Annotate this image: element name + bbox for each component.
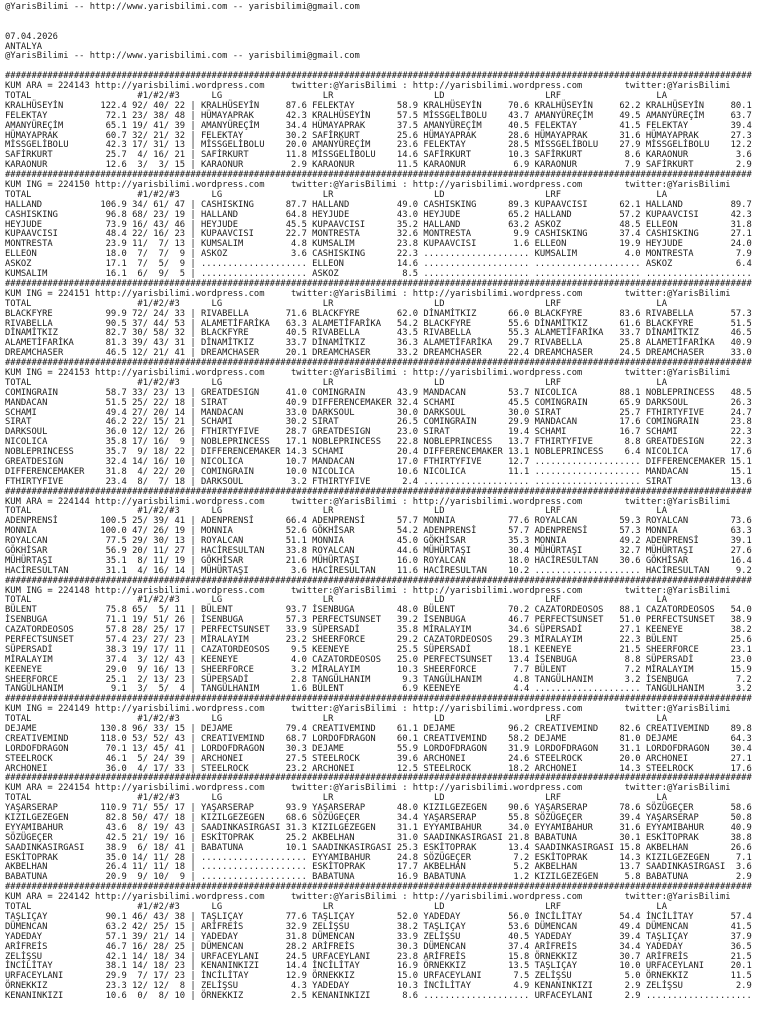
race-row: ADENPRENSİ 100.5 25/ 39/ 41 | ADENPRENSİ 66.4 ADENPRENSİ 57.7 MONNIA 77.6 ROYALCAN 59.3 ROYALCAN 73.6 [5, 516, 752, 527]
column-header: TOTAL #1/#2/#3 LG LR LD LRF LA [5, 902, 668, 913]
race-row: KRALHÜSEYİN 122.4 92/ 40/ 22 | KRALHÜSEYİN 87.6 FELEKTAY 58.9 KRALHÜSEYİN 70.6 KRALHÜSEYİN 62.2 KRALHÜSEYİN 80.1 [5, 100, 752, 111]
race-row: URFACEYLANI 29.9 7/ 17/ 23 | İNCİLİTAY 12.9 ÖRNEKKIZ 15.0 URFACEYLANI 7.5 ZELİŞSU 5.0 ÖRNEKKIZ 11.5 [5, 971, 752, 982]
race-block [5, 488, 771, 577]
race-row: YADEDAY 57.1 39/ 21/ 14 | YADEDAY 31.8 DÜMENCAN 33.9 ZELİŞSU 40.5 YADEDAY 39.4 TAŞLIÇAY 37.9 [5, 931, 752, 942]
race-row: PERFECTSUNSET 57.4 23/ 27/ 23 | MİRALAYIM 23.2 SHEERFORCE 29.2 CAZATORDEOSOS 29.3 MİRALAYIM 22.3 BÜLENT 25.6 [5, 635, 752, 645]
race-row: LORDOFDRAGON 70.1 13/ 45/ 41 | LORDOFDRAGON 30.3 DEJAME 55.9 LORDOFDRAGON 31.9 LORDOFDRAGON 31.1 LORDOFDRAGON 30.4 [5, 743, 752, 754]
race-row: COMINGRAIN 58.7 33/ 23/ 13 | GREATDESIGN 41.0 COMINGRAIN 43.9 MANDACAN 53.7 NICOLICA 88.1 NOBLEPRINCESS 48.5 [5, 387, 752, 398]
race-row: ARCHONEI 36.0 4/ 17/ 33 | STEELROCK 23.2 ARCHONEI 12.5 STEELROCK 18.2 ARCHONEI 14.3 STEELROCK 17.6 [5, 763, 752, 774]
column-header: TOTAL #1/#2/#3 LG LR LD LRF LA [5, 298, 668, 309]
race-row: ARİFREİS 46.7 16/ 28/ 25 | DÜMENCAN 28.2 ARİFREİS 30.3 DÜMENCAN 37.4 ARİFREİS 34.4 YADEDAY 36.5 [5, 941, 752, 952]
race-block [5, 171, 771, 280]
race-row: MÜHÜRTAŞI 35.1 8/ 11/ 19 | GÖKHİSAR 21.6 MÜHÜRTAŞI 16.0 ROYALCAN 18.0 HACİRESULTAN 30.6 GÖKHİSAR 16.4 [5, 555, 752, 566]
race-row: KIZILGEZEGEN 82.8 50/ 47/ 18 | KIZILGEZEGEN 68.6 SÖZÜGEÇER 34.4 YAŞARSERAP 55.8 SÖZÜGEÇER 39.4 YAŞARSERAP 50.8 [5, 813, 752, 824]
race-header: KUM ING = 224148 http://yarisbilimi.wordpress.com twitter:@YarisBilimi : http://yarisbilimi.wordpress.com twitter:@YarisBilimi [5, 585, 731, 596]
race-row: AKBELHAN 26.4 11/ 11/ 18 | .................... ESKİTOPRAK 17.7 AKBELHAN 5.2 AKBELHAN 13.7 SAADINKASIRGASI 3.6 [5, 862, 752, 873]
race-row: ÖRNEKKIZ 23.3 12/ 12/ 8 | ZELİŞSU 4.3 YADEDAY 10.3 İNCİLİTAY 4.9 KENANINKIZI 2.9 ZELİŞSU 2.9 [5, 981, 752, 992]
city-line: ANTALYA [5, 41, 43, 52]
column-header: TOTAL #1/#2/#3 LG LR LD LRF LA [5, 714, 668, 725]
race-row: HALLAND 106.9 34/ 61/ 47 | CASHISKING 87.7 HALLAND 49.0 CASHISKING 89.3 KUPAAVCISI 62.1 HALLAND 89.7 [5, 199, 752, 210]
race-row: NOBLEPRINCESS 35.7 9/ 18/ 22 | DIFFERENCEMAKER 14.3 SCHAMI 20.4 DIFFERENCEMAKER 13.1 NOBLEPRINCESS 6.4 NICOLICA 17.6 [5, 447, 752, 458]
race-row: HEYJUDE 73.9 16/ 43/ 46 | HEYJUDE 45.5 KUPAAVCISI 35.2 HALLAND 63.2 ASKOZ 48.5 ELLEON 31.8 [5, 219, 752, 230]
race-row: DREAMCHASER 46.5 12/ 21/ 41 | DREAMCHASER 20.1 DREAMCHASER 33.2 DREAMCHASER 22.4 DREAMCHASER 24.5 DREAMCHASER 33.0 [5, 348, 752, 359]
blank-line [5, 13, 771, 23]
race-row: HÜMAYAPRAK 60.7 32/ 21/ 32 | FELEKTAY 30.2 SAFİRKURT 25.6 HÜMAYAPRAK 28.6 HÜMAYAPRAK 31.6 HÜMAYAPRAK 27.3 [5, 130, 752, 141]
race-row: SIRAT 46.2 22/ 15/ 21 | SCHAMI 30.2 SIRAT 26.5 COMINGRAIN 29.9 MANDACAN 17.6 COMINGRAIN 23.8 [5, 417, 752, 428]
race-row: MONNIA 100.0 47/ 26/ 19 | MONNIA 52.6 GÖKHİSAR 54.2 ADENPRENSİ 57.7 ADENPRENSİ 57.3 MONNIA 63.3 [5, 526, 752, 537]
race-block [5, 695, 771, 774]
race-row: İNCİLİTAY 38.1 14/ 18/ 23 | KENANINKIZI 14.4 İNCİLİTAY 16.9 ÖRNEKKIZ 13.5 TAŞLIÇAY 10.0 URFACEYLANI 20.1 [5, 961, 752, 972]
race-row: BABATUNA 20.9 9/ 10/ 9 | .................... BABATUNA 16.9 BABATUNA 1.2 KIZILGEZEGEN 5.8 BABATUNA 2.9 [5, 872, 752, 883]
race-row: SHEERFORCE 25.1 2/ 13/ 23 | SÜPERSADİ 2.8 TANGÜLHANIM 9.3 TANGÜLHANIM 4.8 TANGÜLHANIM 3.2 İSENBUGA 7.2 [5, 674, 752, 685]
race-row: MİSSGELİBOLU 42.3 17/ 31/ 13 | MİSSGELİBOLU 20.0 AMANYÜREÇİM 23.6 FELEKTAY 28.5 MİSSGELİBOLU 27.9 MİSSGELİBOLU 12.2 [5, 140, 752, 151]
race-row: KEENEYE 29.0 9/ 16/ 13 | SHEERFORCE 3.2 MİRALAYIM 10.3 SHEERFORCE 7.7 BÜLENT 7.2 MİRALAYIM 15.9 [5, 664, 752, 675]
race-row: SÖZÜGEÇER 42.5 21/ 19/ 16 | ESKİTOPRAK 25.2 AKBELHAN 31.0 SAADINKASIRGASI 21.8 BABATUNA 30.1 ESKİTOPRAK 38.8 [5, 832, 752, 843]
blank-line [5, 23, 771, 33]
race-block [5, 359, 771, 488]
race-row: KUMSALIM 16.1 6/ 9/ 5 | .................... ASKOZ 8.5 .................... .................... .................... [5, 269, 752, 280]
race-row: MANDACAN 51.5 25/ 22/ 18 | SIRAT 40.9 DIFFERENCEMAKER 32.4 SCHAMI 45.5 COMINGRAIN 65.9 DARKSOUL 26.3 [5, 397, 752, 408]
race-header: KUM ING = 224151 http://yarisbilimi.wordpress.com twitter:@YarisBilimi : http://yarisbilimi.wordpress.com twitter:@YarisBilimi [5, 288, 731, 299]
race-header: KUM ARA = 224154 http://yarisbilimi.wordpress.com twitter:@YarisBilimi : http://yarisbilimi.wordpress.com twitter:@YarisBilimi [5, 783, 731, 794]
section-separator: ############################################################################################################################################# [5, 575, 752, 586]
race-row: TAŞLIÇAY 90.1 46/ 43/ 38 | TAŞLIÇAY 77.6 TAŞLIÇAY 52.0 YADEDAY 56.0 İNCİLİTAY 54.4 İNCİLİTAY 57.4 [5, 911, 752, 922]
race-row: RIVABELLA 90.5 37/ 44/ 53 | ALAMETİFARİKA 63.3 ALAMETİFARİKA 54.2 BLACKFYRE 55.6 DİNAMİTKIZ 61.6 BLACKFYRE 51.5 [5, 318, 752, 329]
race-row: GREATDESIGN 32.4 14/ 16/ 10 | NICOLICA 10.7 MANDACAN 17.0 FTHIRTYFIVE 12.7 .................... DIFFERENCEMAKER 15.1 [5, 456, 752, 467]
race-row: ALAMETİFARİKA 81.3 39/ 43/ 31 | DİNAMİTKIZ 33.7 DİNAMİTKIZ 36.3 ALAMETİFARİKA 29.7 RIVABELLA 25.8 ALAMETİFARİKA 40.9 [5, 338, 752, 349]
column-header: TOTAL #1/#2/#3 LG LR LD LRF LA [5, 189, 668, 200]
race-header: KUM ING = 224153 http://yarisbilimi.wordpress.com twitter:@YarisBilimi : http://yarisbilimi.wordpress.com twitter:@YarisBilimi [5, 367, 731, 378]
column-header: TOTAL #1/#2/#3 LG LR LD LRF LA [5, 506, 668, 517]
race-row: CREATIVEMIND 118.0 53/ 52/ 43 | CREATIVEMIND 68.7 LORDOFDRAGON 60.1 CREATIVEMIND 58.2 DEJAME 81.0 DEJAME 64.3 [5, 733, 752, 744]
race-row: KENANINKIZI 10.6 0/ 8/ 10 | ÖRNEKKIZ 2.5 KENANINKIZI 8.6 .................... URFACEYLANI 2.9 .................... [5, 991, 752, 1002]
race-row: SÜPERSADİ 38.3 19/ 17/ 11 | CAZATORDEOSOS 9.5 KEENEYE 25.5 SÜPERSADİ 18.1 KEENEYE 21.5 SHEERFORCE 23.1 [5, 644, 752, 655]
race-row: ROYALCAN 77.5 29/ 30/ 13 | ROYALCAN 51.1 MONNIA 45.0 GÖKHİSAR 35.3 MONNIA 49.2 ADENPRENSİ 39.1 [5, 536, 752, 547]
race-row: STEELROCK 46.1 5/ 24/ 39 | ARCHONEI 27.5 STEELROCK 39.6 ARCHONEI 24.6 STEELROCK 20.0 ARCHONEI 27.1 [5, 753, 752, 764]
race-row: FELEKTAY 72.1 23/ 38/ 48 | HÜMAYAPRAK 42.3 KRALHÜSEYİN 57.5 MİSSGELİBOLU 43.7 AMANYÜREÇİM 49.5 AMANYÜREÇİM 63.7 [5, 110, 752, 121]
race-row: DIFFERENCEMAKER 31.8 4/ 22/ 20 | COMINGRAIN 10.0 NICOLICA 10.6 NICOLICA 11.1 .................... MANDACAN 15.1 [5, 466, 752, 477]
contact-line: @YarisBilimi -- http://www.yarisbilimi.com -- yarisbilimi@gmail.com [5, 2, 360, 12]
race-row: TANGÜLHANIM 9.1 3/ 5/ 4 | TANGÜLHANIM 1.6 BÜLENT 6.9 KEENEYE 4.4 .................... TANGÜLHANIM 3.2 [5, 684, 752, 695]
race-block [5, 577, 771, 696]
race-row: FTHIRTYFIVE 23.4 8/ 7/ 18 | DARKSOUL 3.2 FTHIRTYFIVE 2.4 .................... .................... SIRAT 13.6 [5, 476, 752, 487]
race-row: KARAONUR 12.6 3/ 3/ 15 | KARAONUR 2.9 KARAONUR 11.5 KARAONUR 6.9 KARAONUR 7.9 SAFİRKURT 2.9 [5, 160, 752, 171]
column-header: TOTAL #1/#2/#3 LG LR LD LRF LA [5, 91, 668, 102]
race-row: KUPAAVCISI 48.4 22/ 16/ 23 | KUPAAVCISI 22.7 MONTRESTA 32.6 MONTRESTA 9.9 CASHISKING 37.4 CASHISKING 27.1 [5, 229, 752, 240]
race-row: İSENBUGA 71.1 19/ 51/ 26 | İSENBUGA 57.3 PERFECTSUNSET 39.2 İSENBUGA 46.7 PERFECTSUNSET 51.0 PERFECTSUNSET 38.9 [5, 615, 752, 626]
race-row: DEJAME 130.8 96/ 33/ 15 | DEJAME 79.4 CREATIVEMIND 61.1 DEJAME 96.2 CREATIVEMIND 82.6 CREATIVEMIND 89.8 [5, 724, 752, 735]
race-row: SAADINKASIRGASI 38.9 6/ 18/ 41 | BABATUNA 10.1 SAADINKASIRGASI 25.3 ESKİTOPRAK 13.4 SAADINKASIRGASI 15.8 AKBELHAN 26.6 [5, 842, 752, 853]
race-row: SCHAMI 49.4 27/ 20/ 14 | MANDACAN 33.0 DARKSOUL 30.0 DARKSOUL 30.0 SIRAT 25.7 FTHIRTYFIVE 24.7 [5, 407, 752, 418]
date-line: 07.04.2026 [5, 31, 58, 42]
contact-line-2: @YarisBilimi -- http://www.yarisbilimi.com -- yarisbilimi@gmail.com [5, 51, 360, 62]
race-block [5, 883, 771, 1002]
section-separator: ############################################################################################################################################# [5, 170, 752, 181]
column-header: TOTAL #1/#2/#3 LG LR LD LRF LA [5, 377, 668, 388]
race-row: MONTRESTA 23.9 11/ 7/ 13 | KUMSALIM 4.8 KUMSALIM 23.8 KUPAAVCISI 1.6 ELLEON 19.9 HEYJUDE 24.0 [5, 239, 752, 250]
race-row: CASHISKING 96.8 68/ 23/ 19 | HALLAND 64.8 HEYJUDE 43.0 HEYJUDE 65.2 HALLAND 57.2 KUPAAVCISI 42.3 [5, 209, 752, 220]
page-header [5, 3, 771, 72]
race-row: SAFİRKURT 25.7 4/ 16/ 21 | SAFİRKURT 11.8 MİSSGELİBOLU 14.6 SAFİRKURT 10.3 SAFİRKURT 8.6 KARAONUR 3.6 [5, 150, 752, 161]
column-header: TOTAL #1/#2/#3 LG LR LD LRF LA [5, 793, 668, 804]
section-separator: ############################################################################################################################################# [5, 694, 752, 705]
race-row: DÜMENCAN 63.2 42/ 25/ 15 | ARİFREİS 32.9 ZELİŞSU 38.2 TAŞLIÇAY 53.6 DÜMENCAN 49.4 DÜMENCAN 41.5 [5, 921, 752, 932]
race-row: MİRALAYIM 37.4 3/ 12/ 43 | KEENEYE 4.0 CAZATORDEOSOS 25.0 PERFECTSUNSET 13.4 İSENBUGA 8.8 SÜPERSADİ 23.0 [5, 654, 752, 665]
race-row: HACİRESULTAN 31.1 4/ 16/ 14 | MÜHÜRTAŞI 3.6 HACİRESULTAN 11.6 HACİRESULTAN 10.2 .................... HACİRESULTAN 9.2 [5, 565, 752, 576]
column-header: TOTAL #1/#2/#3 LG LR LD LRF LA [5, 595, 668, 606]
race-row: EYYAMIBAHUR 43.6 8/ 19/ 43 | SAADINKASIRGASI 31.3 KIZILGEZEGEN 31.1 EYYAMIBAHUR 34.0 EYYAMIBAHUR 31.6 EYYAMIBAHUR 40.9 [5, 822, 752, 833]
race-block [5, 280, 771, 359]
section-separator: ############################################################################################################################################# [5, 71, 752, 82]
race-header: KUM ING = 224150 http://yarisbilimi.wordpress.com twitter:@YarisBilimi : http://yarisbilimi.wordpress.com twitter:@YarisBilimi [5, 180, 731, 191]
race-row: ESKİTOPRAK 35.0 14/ 11/ 28 | .................... EYYAMIBAHUR 24.8 SÖZÜGEÇER 7.2 ESKİTOPRAK 14.3 KIZILGEZEGEN 7.1 [5, 852, 752, 863]
section-separator: ############################################################################################################################################# [5, 278, 752, 289]
section-separator: ############################################################################################################################################# [5, 773, 752, 784]
race-row: GÖKHİSAR 56.9 20/ 11/ 27 | HACİRESULTAN 33.8 ROYALCAN 44.6 MÜHÜRTAŞI 30.4 MÜHÜRTAŞI 32.7 MÜHÜRTAŞI 27.6 [5, 545, 752, 556]
section-separator: ############################################################################################################################################# [5, 486, 752, 497]
race-header: KUM ARA = 224143 http://yarisbilimi.wordpress.com twitter:@YarisBilimi : http://yarisbilimi.wordpress.com twitter:@YarisBilimi [5, 81, 731, 92]
race-row: BLACKFYRE 99.9 72/ 24/ 33 | RIVABELLA 71.6 BLACKFYRE 62.0 DİNAMİTKIZ 66.0 BLACKFYRE 83.6 RIVABELLA 57.3 [5, 308, 752, 319]
race-header: KUM ARA = 224144 http://yarisbilimi.wordpress.com twitter:@YarisBilimi : http://yarisbilimi.wordpress.com twitter:@YarisBilimi [5, 496, 731, 507]
race-row: DARKSOUL 36.0 12/ 12/ 26 | FTHIRTYFIVE 28.7 GREATDESIGN 23.0 SIRAT 19.4 SCHAMI 16.7 SCHAMI 22.3 [5, 427, 752, 438]
section-separator: ############################################################################################################################################# [5, 358, 752, 369]
race-row: ELLEON 18.0 7/ 7/ 9 | ASKOZ 3.6 CASHISKING 22.3 .................... KUMSALIM 4.0 MONTRESTA 7.9 [5, 249, 752, 260]
race-row: AMANYÜREÇİM 65.1 19/ 41/ 39 | AMANYÜREÇİM 34.4 HÜMAYAPRAK 37.5 AMANYÜREÇİM 40.5 FELEKTAY 41.5 FELEKTAY 39.4 [5, 120, 752, 131]
race-blocks [5, 72, 771, 1002]
race-row: CAZATORDEOSOS 57.8 28/ 25/ 17 | PERFECTSUNSET 33.9 SÜPERSADİ 35.8 MİRALAYIM 34.6 SÜPERSADİ 27.1 KEENEYE 38.2 [5, 625, 752, 636]
race-row: NICOLICA 35.8 17/ 16/ 9 | NOBLEPRINCESS 17.1 NOBLEPRINCESS 22.8 NOBLEPRINCESS 13.7 FTHIRTYFIVE 8.8 GREATDESIGN 22.3 [5, 437, 752, 448]
race-row: ASKOZ 17.1 7/ 5/ 9 | .................... ELLEON 14.6 .................... .................... ASKOZ 6.4 [5, 259, 752, 270]
section-separator: ############################################################################################################################################# [5, 882, 752, 893]
race-row: YAŞARSERAP 110.9 71/ 55/ 17 | YAŞARSERAP 93.9 YAŞARSERAP 48.0 KIZILGEZEGEN 90.6 YAŞARSERAP 78.6 SÖZÜGEÇER 58.6 [5, 803, 752, 814]
race-block [5, 774, 771, 883]
race-header: KUM ING = 224149 http://yarisbilimi.wordpress.com twitter:@YarisBilimi : http://yarisbilimi.wordpress.com twitter:@YarisBilimi [5, 704, 731, 715]
race-row: ZELİŞSU 42.1 14/ 18/ 34 | URFACEYLANI 24.5 URFACEYLANI 23.8 ARİFREİS 15.8 ÖRNEKKIZ 30.7 ARİFREİS 21.5 [5, 951, 752, 962]
race-block [5, 72, 771, 171]
race-row: BÜLENT 75.8 65/ 5/ 11 | BÜLENT 93.7 İSENBUGA 48.0 BÜLENT 70.2 CAZATORDEOSOS 88.1 CAZATORDEOSOS 54.0 [5, 605, 752, 616]
race-row: DİNAMİTKIZ 82.7 30/ 58/ 32 | BLACKFYRE 40.5 RIVABELLA 43.5 RIVABELLA 55.3 ALAMETİFARİKA 33.7 DİNAMİTKIZ 46.5 [5, 328, 752, 339]
race-header: KUM ARA = 224142 http://yarisbilimi.wordpress.com twitter:@YarisBilimi : http://yarisbilimi.wordpress.com twitter:@YarisBilimi [5, 892, 731, 903]
